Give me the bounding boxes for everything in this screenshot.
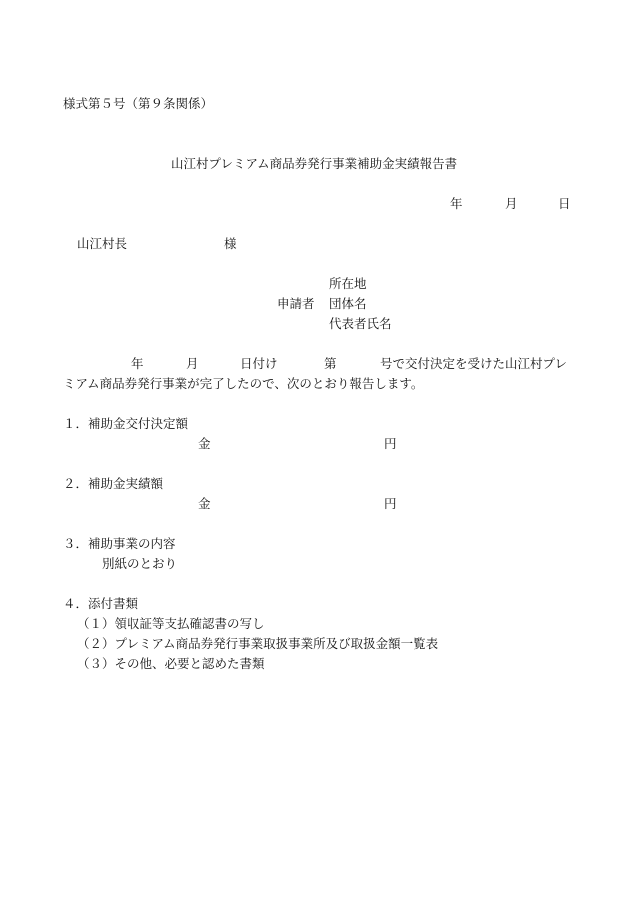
body-dai: 第 (324, 356, 337, 371)
addressee-honorific: 様 (224, 236, 237, 251)
body-year: 年 (131, 356, 144, 371)
amount-prefix: 金 (198, 496, 211, 511)
applicant-address-label: 所在地 (329, 276, 367, 291)
body-month: 月 (186, 356, 199, 371)
applicant-rep-label: 代表者氏名 (329, 316, 392, 331)
item-heading: １．補助金交付決定額 (63, 416, 189, 431)
body-line1-rest: 号で交付決定を受けた山江村プレ (380, 356, 568, 371)
item-heading: ４．添付書類 (63, 596, 139, 611)
date-year-label: 年 (450, 196, 463, 211)
attachment-item: （１）領収証等支払確認書の写し (77, 616, 265, 631)
item-content: 別紙のとおり (102, 556, 178, 571)
attachment-item: （２）プレミアム商品券発行事業取扱事業所及び取扱金額一覧表 (77, 636, 439, 651)
date-day-label: 日 (558, 196, 571, 211)
date-month-label: 月 (505, 196, 518, 211)
item-heading: ２．補助金実績額 (63, 476, 164, 491)
addressee-name: 山江村長 (77, 236, 128, 251)
body-date-suffix: 日付け (240, 356, 278, 371)
amount-unit: 円 (384, 436, 397, 451)
attachment-item: （３）その他、必要と認めた書類 (77, 656, 265, 671)
form-number: 様式第５号（第９条関係） (63, 96, 214, 111)
amount-prefix: 金 (198, 436, 211, 451)
applicant-label: 申請者 (277, 296, 315, 311)
body-line2: ミアム商品券発行事業が完了したので、次のとおり報告します。 (63, 376, 424, 391)
applicant-org-label: 団体名 (329, 296, 367, 311)
item-heading: ３．補助事業の内容 (63, 536, 176, 551)
amount-unit: 円 (384, 496, 397, 511)
document-title: 山江村プレミアム商品券発行事業補助金実績報告書 (171, 156, 458, 171)
